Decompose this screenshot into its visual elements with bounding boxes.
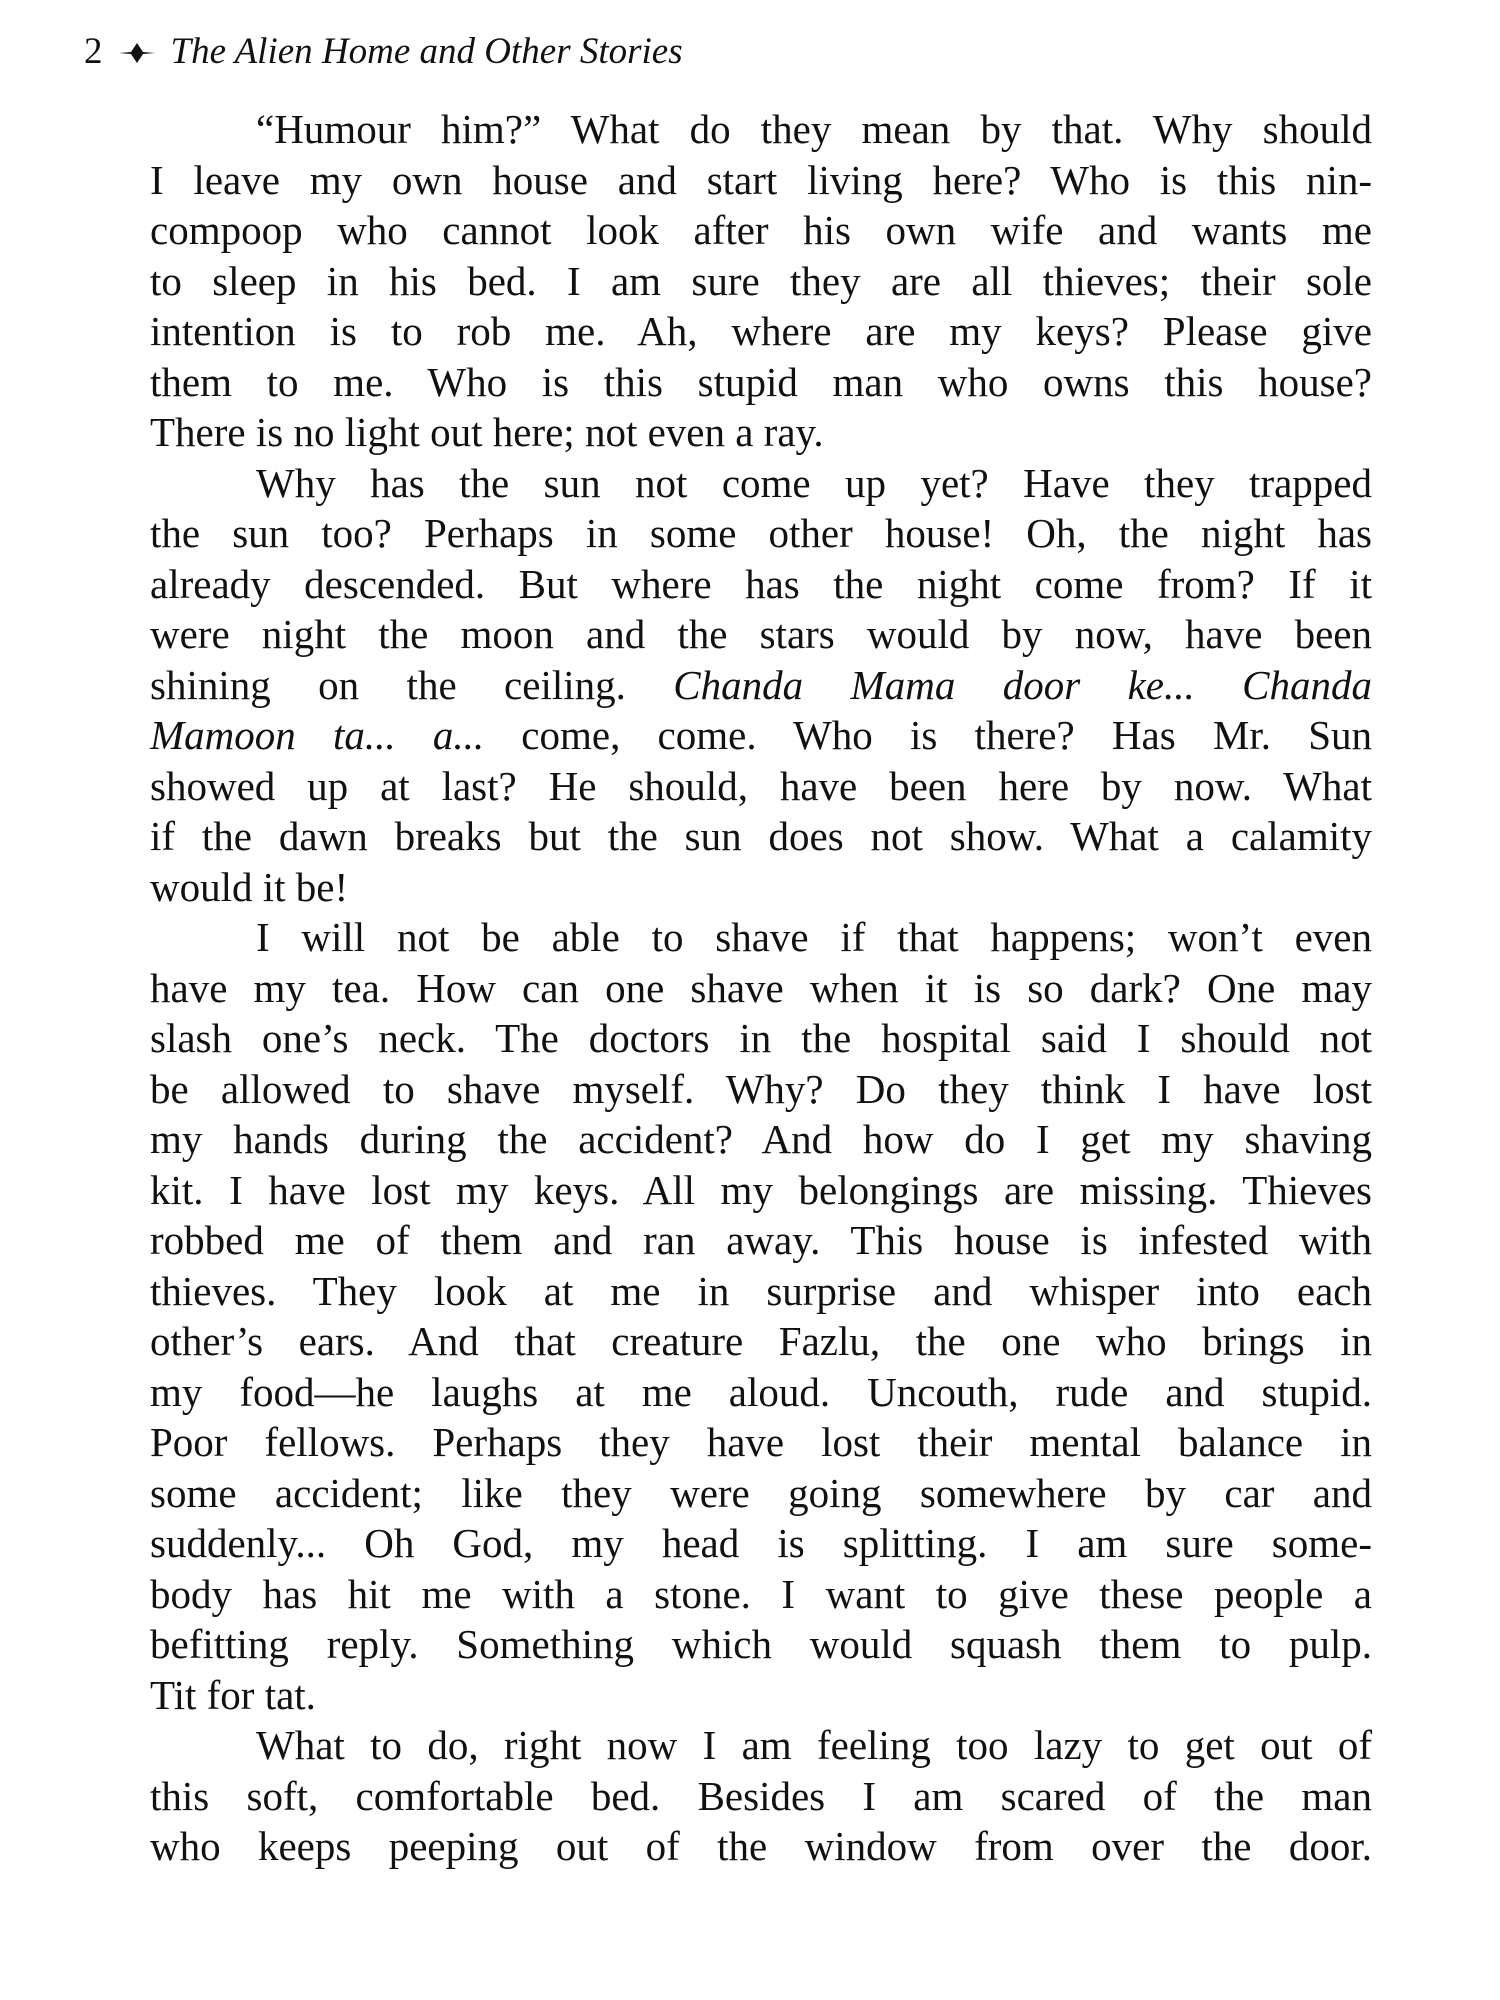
text-line: What to do, right now I am feeling too lazy to get out of (256, 1722, 1372, 1768)
text-line: befitting reply. Something which would squash them to pulp. (150, 1621, 1372, 1667)
text-line: if the dawn breaks but the sun does not show. What a calamity (150, 813, 1372, 859)
text-line: robbed me of them and ran away. This house is infested with (150, 1217, 1372, 1263)
text-line: were night the moon and the stars would by now, have been (150, 611, 1372, 657)
text-line (150, 660, 1372, 711)
text-line: There is no light out here; not even a ray. (150, 409, 824, 455)
page-body (150, 104, 1372, 1872)
text-line: Tit for tat. (150, 1671, 316, 1718)
text-line: kit. I have lost my keys. All my belongings are missing. Thieves (150, 1166, 1372, 1213)
text-segment: come, come. Who is there? Has Mr. Sun (484, 712, 1372, 758)
text-line: my hands during the accident? And how do I get my shaving (150, 1116, 1372, 1162)
text-line (150, 710, 1372, 761)
text-line: body has hit me with a stone. I want to give these people a (150, 1570, 1372, 1617)
text-line: suddenly... Oh God, my head is splitting. I am sure some- (150, 1520, 1372, 1566)
text-line: be allowed to shave myself. Why? Do they think I have lost (150, 1065, 1372, 1112)
text-line: I leave my own house and start living here? Who is this nin- (150, 156, 1372, 203)
text-line: showed up at last? He should, have been here by now. What (150, 762, 1372, 809)
text-line: thieves. They look at me in surprise and whisper into each (150, 1267, 1372, 1314)
text-line: intention is to rob me. Ah, where are my keys? Please give (150, 308, 1372, 354)
diamond-ornament-icon (117, 40, 157, 64)
page-number: 2 (84, 31, 103, 72)
text-line: “Humour him?” What do they mean by that. Why should (256, 106, 1372, 152)
text-line: compoop who cannot look after his own wife and wants me (150, 207, 1372, 253)
italic-lyric: Mamoon ta... a... (150, 712, 485, 758)
text-line: have my tea. How can one shave when it is so dark? One may (150, 964, 1372, 1011)
text-line: I will not be able to shave if that happens; won’t even (256, 914, 1372, 960)
running-header (84, 30, 683, 73)
text-line: already descended. But where has the night come from? If it (150, 560, 1372, 607)
text-segment: shining on the ceiling. (150, 661, 674, 708)
text-line: Poor fellows. Perhaps they have lost their mental balance in (150, 1419, 1372, 1465)
text-line: some accident; like they were going somewhere by car and (150, 1469, 1372, 1516)
text-line: this soft, comfortable bed. Besides I am scared of the man (150, 1772, 1372, 1819)
text-line: them to me. Who is this stupid man who owns this house? (150, 358, 1372, 405)
text-line: would it be! (150, 863, 349, 910)
text-line: my food—he laughs at me aloud. Uncouth, rude and stupid. (150, 1368, 1372, 1415)
text-line: Why has the sun not come up yet? Have they trapped (256, 459, 1372, 506)
text-line: who keeps peeping out of the window from over the door. (150, 1823, 1372, 1869)
text-line: the sun too? Perhaps in some other house! Oh, the night has (150, 510, 1372, 556)
italic-lyric: Chanda Mama door ke... Chanda (673, 661, 1372, 708)
text-line: to sleep in his bed. I am sure they are all thieves; their sole (150, 257, 1372, 304)
text-line: slash one’s neck. The doctors in the hospital said I should not (150, 1015, 1372, 1061)
text-line: other’s ears. And that creature Fazlu, the one who brings in (150, 1318, 1372, 1364)
book-title: The Alien Home and Other Stories (170, 31, 683, 72)
